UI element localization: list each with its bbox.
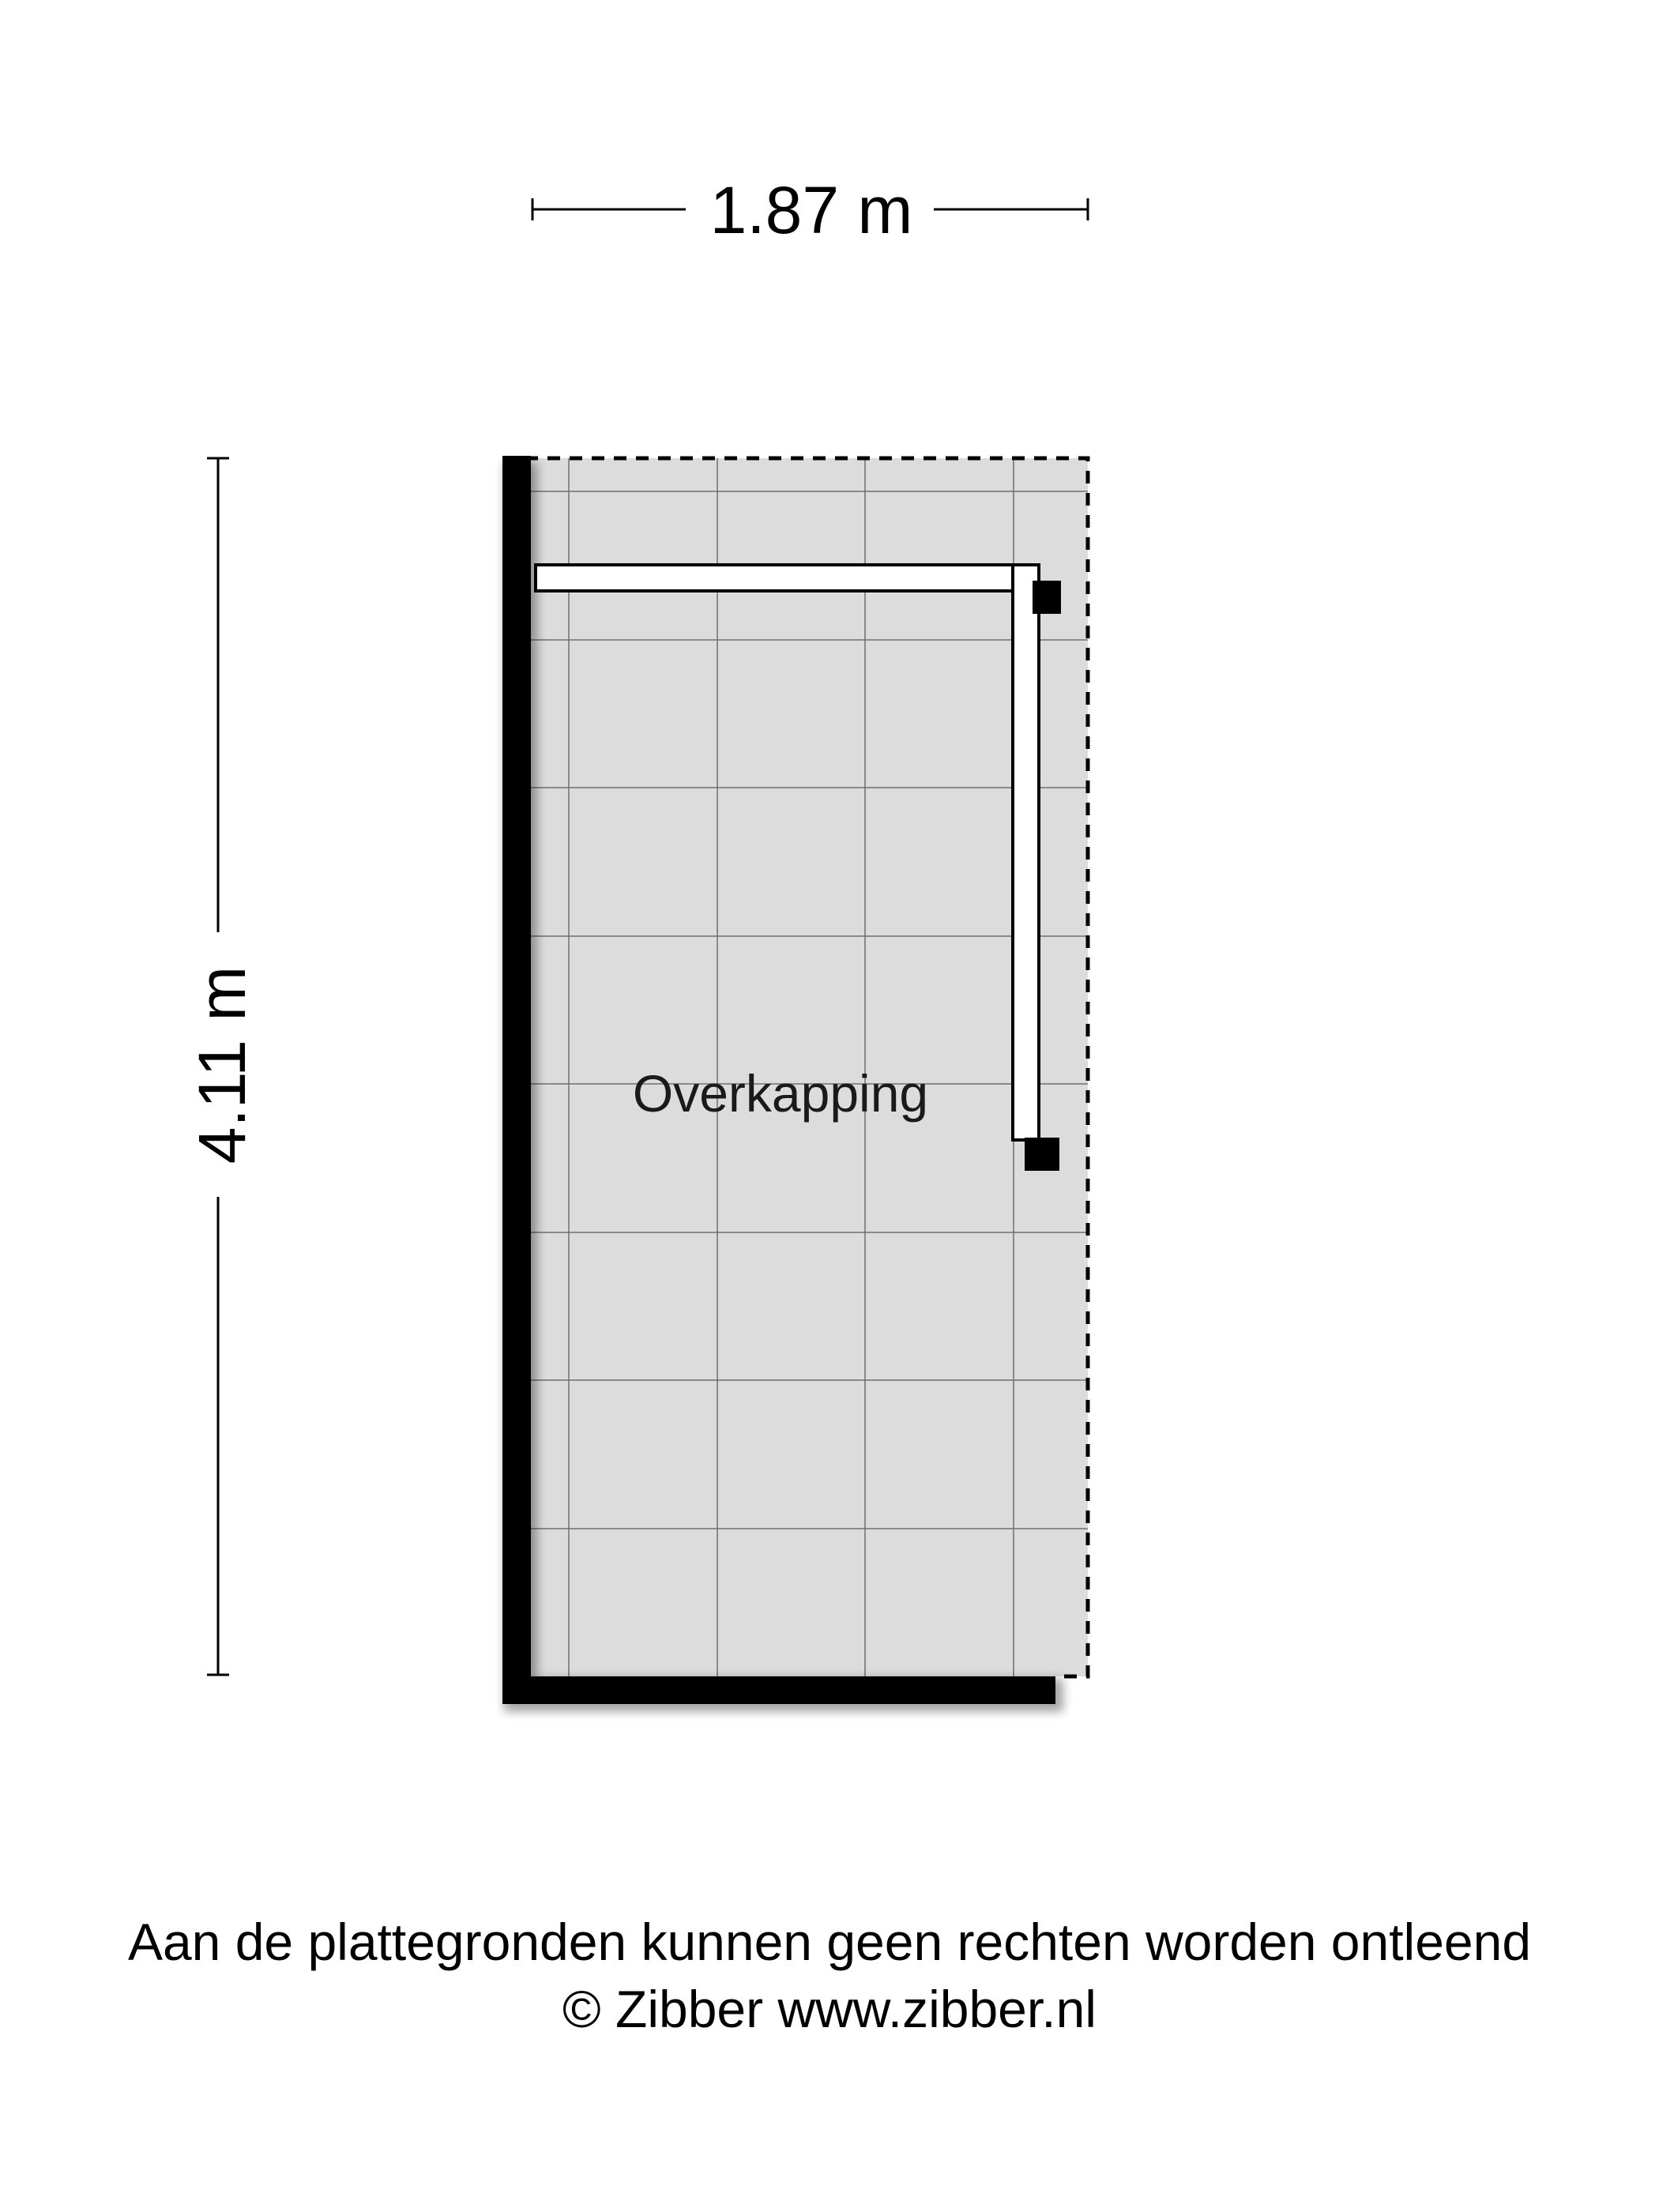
- wall-bottom: [502, 1676, 1055, 1704]
- disclaimer-text: Aan de plattegronden kunnen geen rechten worden ontleend: [127, 1913, 1532, 1971]
- copyright-text: © Zibber www.zibber.nl: [562, 1980, 1097, 2038]
- post-bottom: [1025, 1138, 1059, 1171]
- width-dimension: [532, 173, 1088, 247]
- height-dimension: [185, 458, 259, 1675]
- post-top: [1033, 581, 1061, 614]
- width-dimension-label: 1.87 m: [709, 173, 913, 247]
- room-label: Overkapping: [632, 1064, 929, 1123]
- wall-left: [502, 456, 531, 1704]
- height-dimension-label: 4.11 m: [185, 965, 259, 1164]
